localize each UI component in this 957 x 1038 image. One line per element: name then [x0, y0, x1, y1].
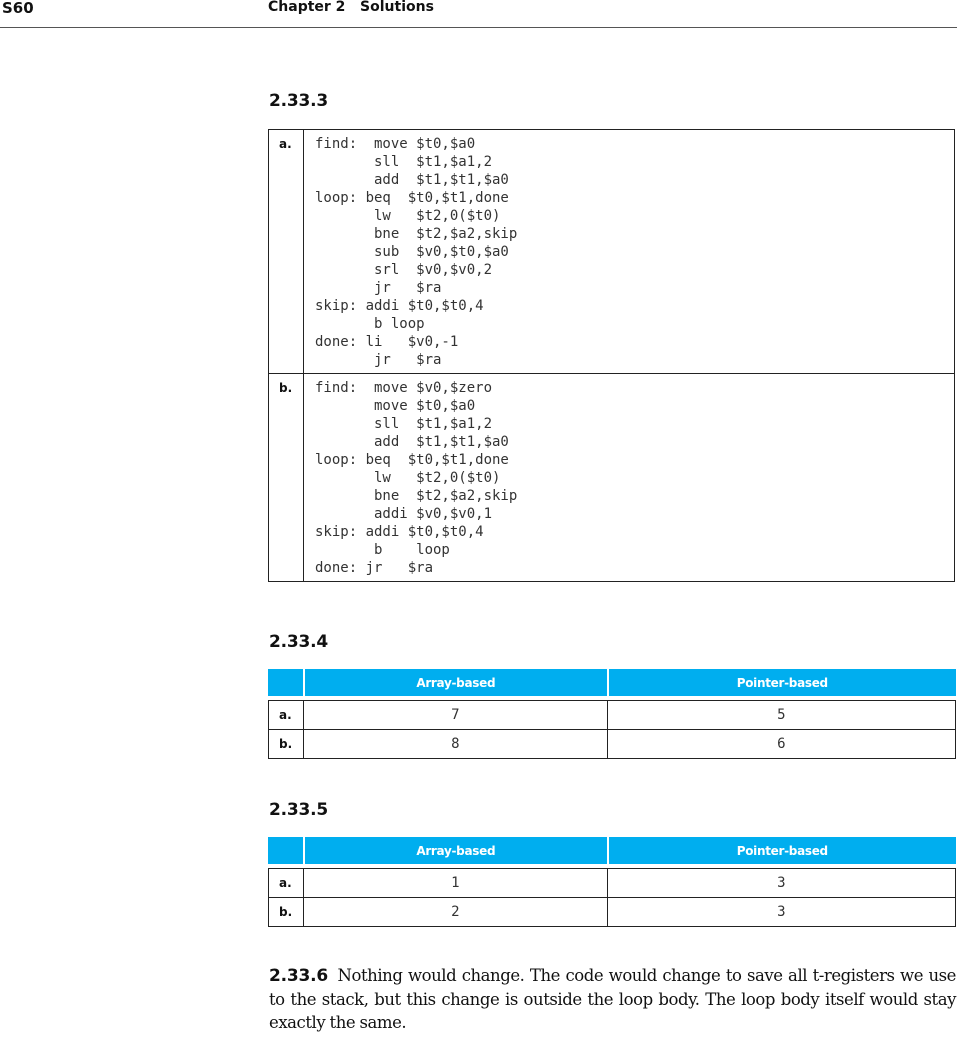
cell-value: 3 — [607, 868, 956, 898]
code-line: loop: beq $t0,$t1,done — [315, 190, 509, 206]
code-line: add $t1,$t1,$a0 — [315, 172, 509, 188]
section-heading-2-33-3: 2.33.3 — [269, 91, 329, 111]
code-line: move $t0,$a0 — [315, 398, 476, 414]
code-row-a — [269, 130, 955, 374]
code-line: loop: beq $t0,$t1,done — [315, 452, 509, 468]
table-header-row — [268, 837, 956, 864]
table-row — [268, 868, 956, 898]
table-header-row — [268, 669, 956, 696]
code-line: done: li $v0,-1 — [315, 334, 459, 350]
header-corner-cell — [268, 837, 303, 864]
code-line: jr $ra — [315, 352, 442, 368]
cell-value: 2 — [303, 898, 607, 927]
cell-value: 5 — [607, 700, 956, 730]
section-heading-2-33-5: 2.33.5 — [269, 800, 329, 820]
section-number-2-33-6: 2.33.6 — [269, 966, 329, 986]
answer-text: Nothing would change. The code would change to save all t-registers we use to the stack, but this change is outside the loop body. The loop body itself would stay exactly the same. — [269, 966, 956, 1032]
column-header: Pointer-based — [607, 669, 956, 696]
code-line: skip: addi $t0,$t0,4 — [315, 524, 484, 540]
row-label: b. — [268, 898, 303, 927]
running-head: Chapter 2 Solutions — [268, 0, 434, 15]
row-label-b: b. — [269, 374, 304, 582]
code-line: done: jr $ra — [315, 560, 434, 576]
row-label: a. — [268, 868, 303, 898]
cell-value: 7 — [303, 700, 607, 730]
row-label: b. — [268, 730, 303, 759]
code-line: find: move $t0,$a0 — [315, 136, 476, 152]
table-row — [268, 700, 956, 730]
row-label-a: a. — [269, 130, 304, 374]
code-table — [268, 129, 955, 582]
table-2-33-4 — [268, 669, 956, 759]
row-label: a. — [268, 700, 303, 730]
table-2-33-5 — [268, 837, 956, 927]
code-line: jr $ra — [315, 280, 442, 296]
code-line: lw $t2,0($t0) — [315, 208, 501, 224]
table-row — [268, 730, 956, 759]
code-line: sll $t1,$a1,2 — [315, 154, 493, 170]
column-header: Array-based — [303, 837, 607, 864]
cell-value: 1 — [303, 868, 607, 898]
column-header: Pointer-based — [607, 837, 956, 864]
code-line: srl $v0,$v0,2 — [315, 262, 493, 278]
section-heading-2-33-4: 2.33.4 — [269, 632, 329, 652]
code-line: bne $t2,$a2,skip — [315, 488, 518, 504]
page-header — [0, 0, 957, 28]
code-cell-a — [304, 130, 955, 374]
column-header: Array-based — [303, 669, 607, 696]
code-line: bne $t2,$a2,skip — [315, 226, 518, 242]
code-line: b loop — [315, 316, 425, 332]
code-line: skip: addi $t0,$t0,4 — [315, 298, 484, 314]
cell-value: 3 — [607, 898, 956, 927]
page-number: S60 — [2, 0, 34, 17]
code-line: lw $t2,0($t0) — [315, 470, 501, 486]
table-row — [268, 898, 956, 927]
code-row-b — [269, 374, 955, 582]
code-line: find: move $v0,$zero — [315, 380, 493, 396]
code-line: b loop — [315, 542, 450, 558]
header-rule — [0, 27, 957, 28]
cell-value: 8 — [303, 730, 607, 759]
code-cell-b — [304, 374, 955, 582]
code-line: add $t1,$t1,$a0 — [315, 434, 509, 450]
cell-value: 6 — [607, 730, 956, 759]
code-line: sll $t1,$a1,2 — [315, 416, 493, 432]
code-line: sub $v0,$t0,$a0 — [315, 244, 509, 260]
answer-2-33-6 — [269, 964, 956, 1034]
code-line: addi $v0,$v0,1 — [315, 506, 493, 522]
header-corner-cell — [268, 669, 303, 696]
